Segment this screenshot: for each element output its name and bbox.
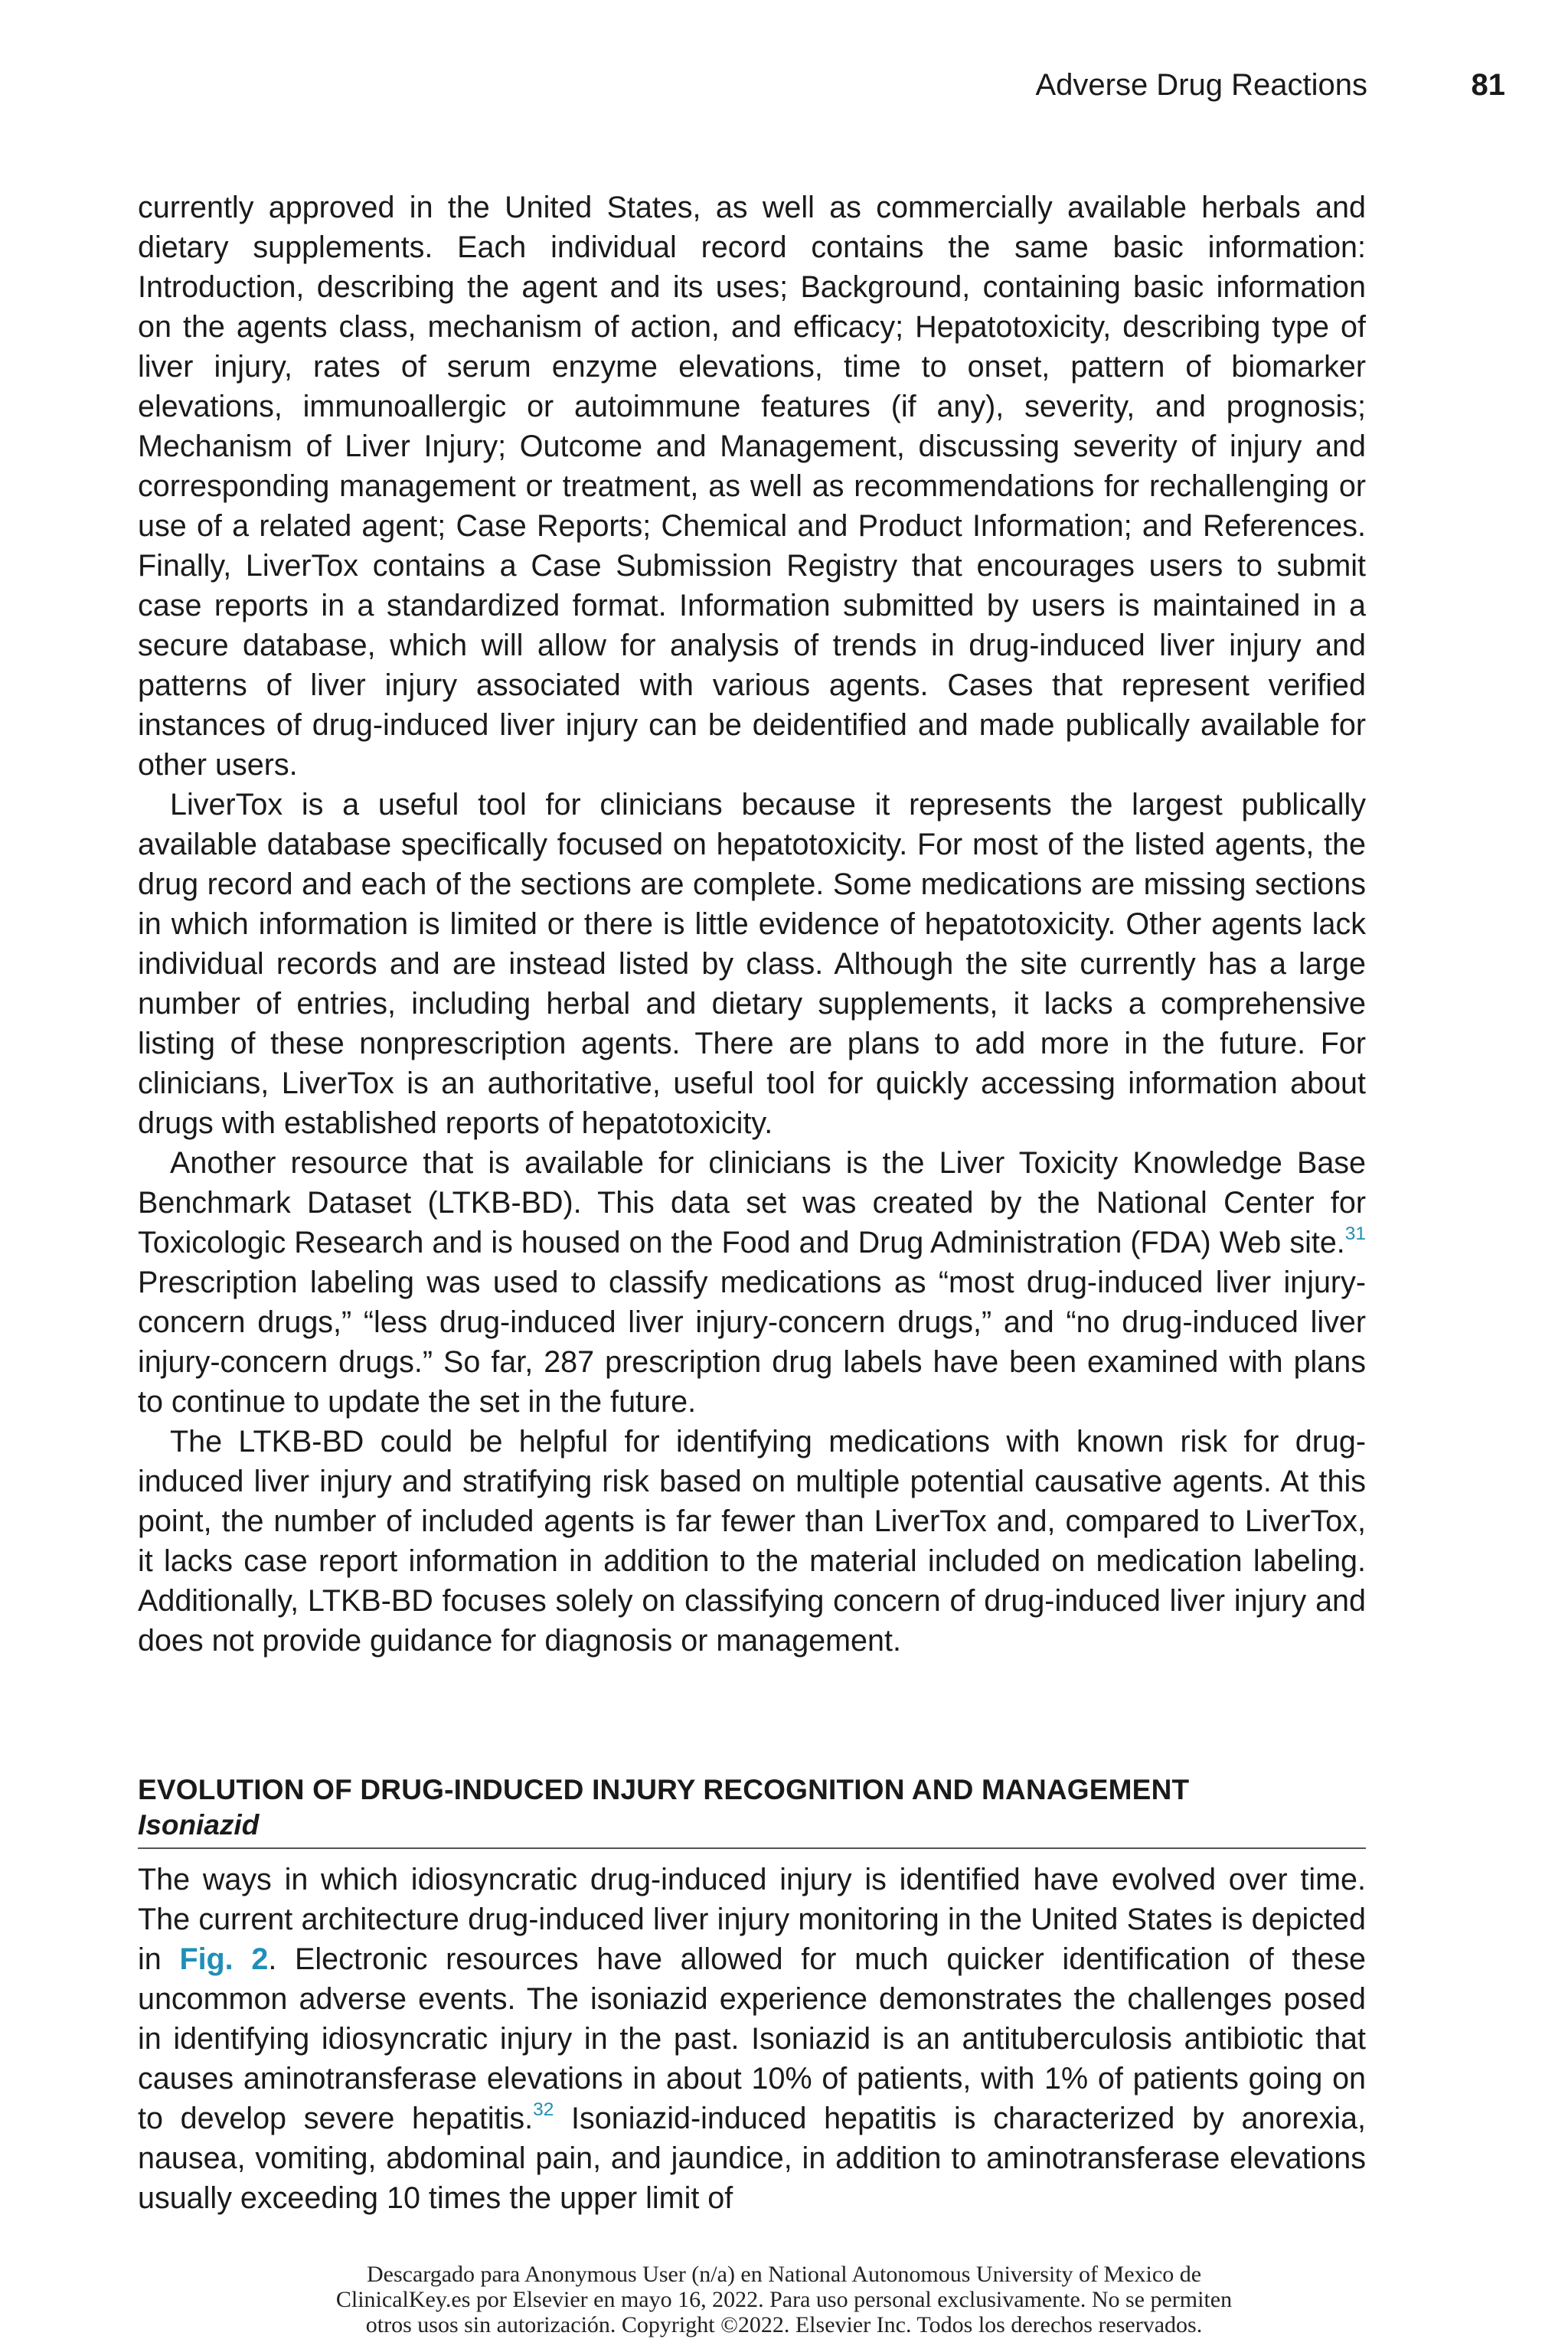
page-number: 81 — [1471, 68, 1505, 102]
reference-link[interactable]: 31 — [1344, 1223, 1366, 1244]
footer-line: Descargado para Anonymous User (n/a) en National Autonomous University of Mexico de — [366, 2262, 1202, 2287]
section-text — [138, 1860, 1366, 2218]
download-notice-footer — [0, 2262, 1568, 2337]
paragraph-ltkb-bd — [138, 1143, 1366, 1422]
paragraph-ltkb-bd-limitations: The LTKB-BD could be helpful for identifying medications with known risk for drug-induced liver injury and stratifying risk based on multiple potential causative agents. At this point, the number of included agents is far fewer than LiverTox and, compared to LiverTox, it lacks case report information in addition to the material included on medication labeling. Additionally, LTKB-BD focuses solely on classifying concern of drug-induced liver injury and does not provide guidance for diagnosis or management. — [138, 1425, 1366, 1658]
paragraph-text: The ways in which idiosyncratic drug-induced injury is identified have evolved over time. The current architecture drug-induced liver injury monitoring in the United States is depicted in — [138, 1863, 1366, 1976]
section-heading: EVOLUTION OF DRUG-INDUCED INJURY RECOGNITION AND MANAGEMENT — [138, 1774, 1190, 1805]
paragraph-text: Prescription labeling was used to classify medications as “most drug-induced liver injury-concern drugs,” “less drug-induced liver injury-concern drugs,” and “no drug-induced liver injury-concern drugs.” So far, 287 prescription drug labels have been examined with plans to continue to update the set in the future. — [138, 1266, 1366, 1419]
reference-link[interactable]: 32 — [533, 2099, 554, 2120]
subsection-heading: Isoniazid — [138, 1808, 1366, 1849]
running-header — [138, 66, 1505, 104]
paragraph-text: Another resource that is available for clinicians is the Liver Toxicity Knowledge Base Benchmark Dataset (LTKB-BD). This data set was created by the National Center for Toxicologic Research and is housed on the Food and Drug Administration (FDA) Web site. — [138, 1146, 1366, 1259]
paragraph-livertox-records: currently approved in the United States, as well as commercially available herbals and dietary supplements. Each individual record contains the same basic information: Introduction, describing the agent and its uses; Background, containing basic information on the agents class, mechanism of action, and efficacy; Hepatotoxicity, describing type of liver injury, rates of serum enzyme elevations, time to onset, pattern of biomarker elevations, immunoallergic or autoimmune features (if any), severity, and prognosis; Mechanism of Liver Injury; Outcome and Management, discussing severity of injury and corresponding management or treatment, as well as recommendations for rechallenging or use of a related agent; Case Reports; Chemical and Product Information; and References. Finally, LiverTox contains a Case Submission Registry that encourages users to submit case reports in a standardized format. Information submitted by users is maintained in a secure database, which will allow for analysis of trends in drug-induced liver injury and patterns of liver injury associated with various agents. Cases that represent verified instances of drug-induced liver injury can be deidentified and made publically available for other users. — [138, 191, 1366, 782]
running-title: Adverse Drug Reactions — [1035, 68, 1367, 102]
paragraph-livertox-usefulness: LiverTox is a useful tool for clinicians because it represents the largest publically available database specifically focused on hepatotoxicity. For most of the listed agents, the drug record and each of the sections are complete. Some medications are missing sections in which information is limited or there is little evidence of hepatotoxicity. Other agents lack individual records and are instead listed by class. Although the site currently has a large number of entries, including herbal and dietary supplements, it lacks a comprehensive listing of these nonprescription agents. There are plans to add more in the future. For clinicians, LiverTox is an authoritative, useful tool for quickly accessing information about drugs with established reports of hepatotoxicity. — [138, 788, 1366, 1140]
footer-line: ClinicalKey.es por Elsevier en mayo 16, 2022. Para uso personal exclusivamente. No se permiten — [335, 2287, 1233, 2312]
paragraph-text: Isoniazid-induced hepatitis is characterized by anorexia, nausea, vomiting, abdominal pain, and jaundice, in addition to aminotransferase elevations usually exceeding 10 times the upper limit of — [138, 2102, 1366, 2215]
paragraph-text: . Electronic resources have allowed for much quicker identification of these uncommon adverse events. The isoniazid experience demonstrates the challenges posed in identifying idiosyncratic injury in the past. Isoniazid is an antituberculosis antibiotic that causes aminotransferase elevations in about 10% of patients, with 1% of patients going on to develop severe hepatitis. — [138, 1942, 1367, 2135]
footer-line: otros usos sin autorización. Copyright ©2022. Elsevier Inc. Todos los derechos reservados. — [365, 2312, 1203, 2337]
figure-link[interactable]: Fig. 2 — [179, 1942, 269, 1976]
body-text — [138, 188, 1366, 1661]
paragraph-isoniazid — [138, 1860, 1366, 2218]
section-evolution — [138, 1772, 1366, 2218]
